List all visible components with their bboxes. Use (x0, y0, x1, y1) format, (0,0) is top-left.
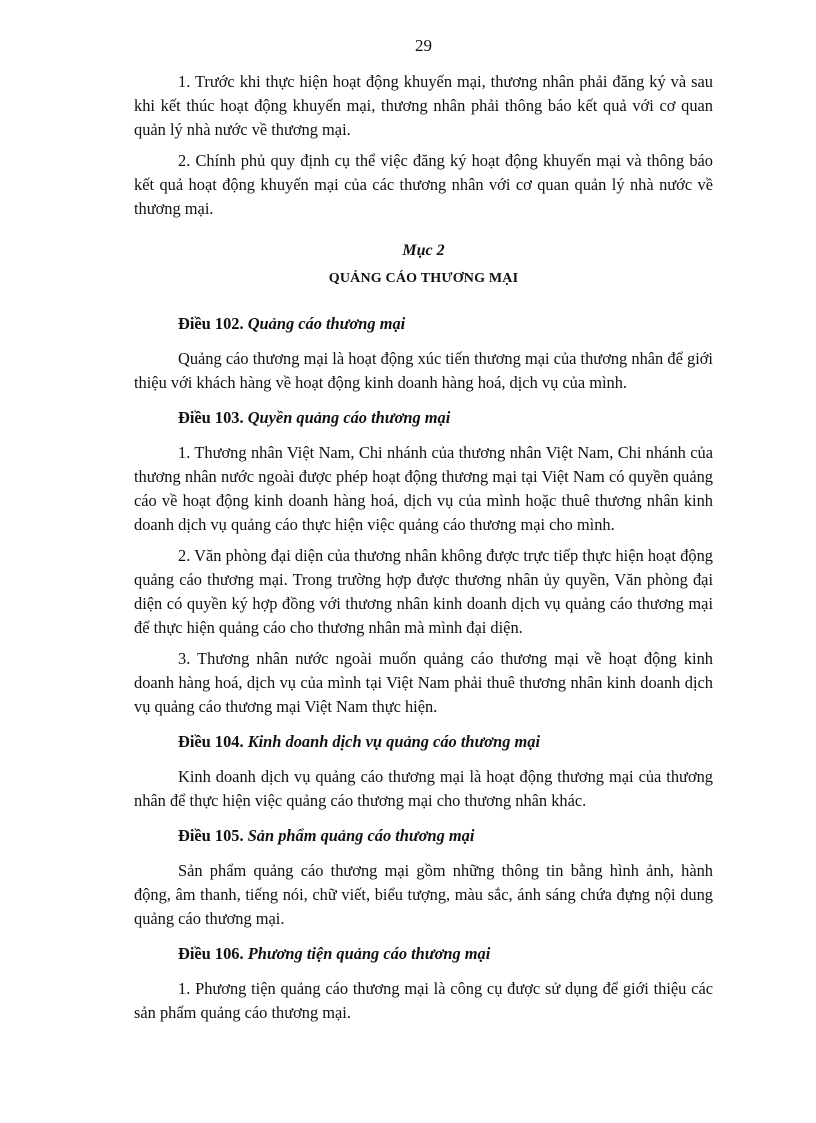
article-number: Điều 106. (178, 944, 244, 963)
intro-paragraph-1: 1. Trước khi thực hiện hoạt động khuyến mại, thương nhân phải đăng ký và sau khi kết thúc hoạt động khuyến mại, thương nhân phải thông báo kết quả với cơ quan quản lý nhà nước về thương mại. (134, 72, 713, 139)
article-number: Điều 103. (178, 408, 244, 427)
page-number: 29 (415, 36, 432, 55)
article-106-paragraph-1: 1. Phương tiện quảng cáo thương mại là công cụ được sử dụng để giới thiệu các sản phẩm quảng cáo thương mại. (134, 979, 713, 1022)
article-title: Quyền quảng cáo thương mại (247, 408, 451, 427)
article-number: Điều 105. (178, 826, 244, 845)
article-103-paragraph-1: 1. Thương nhân Việt Nam, Chi nhánh của thương nhân Việt Nam, Chi nhánh của thương nhân nước ngoài được phép hoạt động thương mại tại Việt Nam có quyền quảng cáo về hoạt động kinh doanh hàng hoá, dịch vụ của mình hoặc thuê thương nhân kinh doanh dịch vụ quảng cáo thực hiện việc quảng cáo thương mại cho mình. (134, 443, 713, 534)
article-heading-106 (134, 942, 713, 966)
article-103-paragraph-2: 2. Văn phòng đại diện của thương nhân không được trực tiếp thực hiện hoạt động quảng cáo thương mại. Trong trường hợp được thương nhân ủy quyền, Văn phòng đại diện có quyền ký hợp đồng với thương nhân kinh doanh dịch vụ quảng cáo thương mại để thực hiện quảng cáo cho thương nhân mà mình đại diện. (134, 546, 713, 637)
section-title: QUẢNG CÁO THƯƠNG MẠI (328, 271, 519, 286)
article-number: Điều 102. (178, 314, 244, 333)
article-title: Sản phẩm quảng cáo thương mại (247, 826, 475, 845)
intro-paragraph-2: 2. Chính phủ quy định cụ thể việc đăng ký hoạt động khuyến mại và thông báo kết quả hoạt động khuyến mại của các thương nhân với cơ quan quản lý nhà nước về thương mại. (134, 151, 713, 218)
article-103-paragraph-3: 3. Thương nhân nước ngoài muốn quảng cáo thương mại về hoạt động kinh doanh hàng hoá, dịch vụ của mình tại Việt Nam phải thuê thương nhân kinh doanh dịch vụ quảng cáo thương mại Việt Nam thực hiện. (134, 649, 713, 716)
article-title: Phương tiện quảng cáo thương mại (247, 944, 491, 963)
document-page (134, 34, 713, 1032)
section-label: Mục 2 (402, 242, 445, 259)
article-102-paragraph-1: Quảng cáo thương mại là hoạt động xúc tiến thương mại của thương nhân để giới thiệu với khách hàng về hoạt động kinh doanh hàng hoá, dịch vụ của mình. (134, 349, 713, 392)
article-number: Điều 104. (178, 732, 244, 751)
article-title: Kinh doanh dịch vụ quảng cáo thương mại (247, 732, 541, 751)
article-title: Quảng cáo thương mại (247, 314, 406, 333)
article-heading-102 (134, 312, 713, 336)
article-heading-104 (134, 730, 713, 754)
article-105-paragraph-1: Sản phẩm quảng cáo thương mại gồm những thông tin bằng hình ảnh, hành động, âm thanh, tiếng nói, chữ viết, biểu tượng, màu sắc, ánh sáng chứa đựng nội dung quảng cáo thương mại. (134, 861, 713, 928)
article-104-paragraph-1: Kinh doanh dịch vụ quảng cáo thương mại là hoạt động thương mại của thương nhân để thực hiện việc quảng cáo thương mại cho thương nhân khác. (134, 767, 713, 810)
article-heading-105 (134, 824, 713, 848)
article-heading-103 (134, 406, 713, 430)
